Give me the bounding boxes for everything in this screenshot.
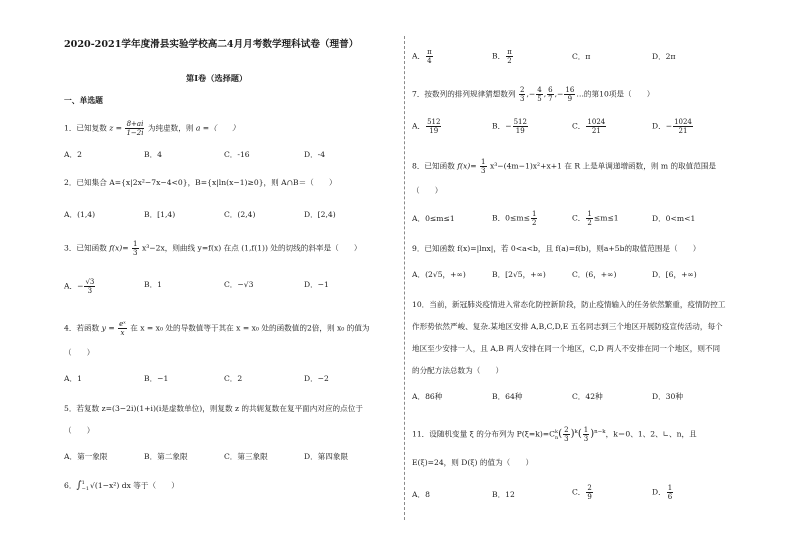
q9-option-d: D．[6，+∞) <box>652 270 697 279</box>
question-2: 2．已知集合 A={x|2x²−7x−4<0}，B={x|ln(x−1)≥0}，则 A∩B＝（ ） <box>64 178 337 187</box>
q4-option-d: D．−2 <box>304 374 329 383</box>
q1-option-b: B．4 <box>144 150 163 159</box>
q3-option-a: A．− $\frac{√3}{3}$ <box>64 278 95 295</box>
q3-option-b: B．1 <box>144 280 163 289</box>
q7-option-b: B．− $\frac{512}{19}$ <box>492 118 527 135</box>
q8-option-c: C． $\frac{1}{2}$ ≤m≤1 <box>572 210 619 227</box>
section-heading: 一、单选题 <box>64 96 103 105</box>
fraction: $\frac{√3}{3}$ <box>85 278 95 295</box>
q6-option-c: C．π <box>572 52 591 61</box>
q11-option-a: A．8 <box>412 490 430 499</box>
q2-option-d: D．[2,4) <box>304 210 336 219</box>
question-10-line-4: 的分配方法总数为（ ） <box>412 366 504 375</box>
left-column <box>54 0 394 560</box>
right-column <box>412 0 752 560</box>
question-4: 4．若函数 y = $\frac{\text{eˣ}}{x}$ 在 x = x₀ 处的导数值等于其在 x = x₀ 处的函数值的2倍，则 x₀ 的值为 <box>64 320 370 337</box>
q3-option-c: C．−√3 <box>224 280 254 289</box>
q4-option-b: B．−1 <box>144 374 169 383</box>
q11-option-d: D． $\frac{1}{6}$ <box>652 484 673 501</box>
q4-answer-paren: （ ） <box>64 348 95 357</box>
q5-option-a: A．第一象限 <box>64 452 108 461</box>
q7-option-d: D．− $\frac{1024}{21}$ <box>652 118 692 135</box>
q9-option-b: B．[2√5，+∞) <box>492 270 546 279</box>
q1-option-d: D．-4 <box>304 150 326 159</box>
question-11-line-2: E(ξ)=24，则 D(ξ) 的值为（ ） <box>412 458 534 467</box>
q2-option-a: A．(1,4) <box>64 210 96 219</box>
column-divider <box>404 36 405 520</box>
q2-option-c: C．(2,4) <box>224 210 256 219</box>
question-9: 9．已知函数 f(x)=|lnx|，若 0<a<b，且 f(a)=f(b)，则a+5b的取值范围是（ ） <box>412 244 701 253</box>
q7-option-a: A． $\frac{512}{19}$ <box>412 118 441 135</box>
q10-option-c: C．42种 <box>572 392 603 401</box>
exam-title: 2020-2021学年度滑县实验学校高二4月月考数学理科试卷（理普） <box>64 39 359 50</box>
fraction: $\frac{1}{3}$ <box>133 240 138 257</box>
fraction: $\frac{8+ai}{1-2i}$ <box>126 120 144 137</box>
q6-option-d: D．2π <box>652 52 676 61</box>
question-5: 5．若复数 z=(3−2i)(1+i)(i是虚数单位)，则复数 z 的共轭复数在复平面内对应的点位于 <box>64 404 363 413</box>
q3-option-d: D．−1 <box>304 280 329 289</box>
q9-option-a: A．(2√5，+∞) <box>412 270 466 279</box>
question-11: 11．设随机变量 ξ 的分布列为 P(ξ=k)=C k n ( $\frac{2}{3}$ )$^k$( $\frac{1}{3}$ )$^{n-k}$，k＝0、1、2、∟、n，且 <box>412 426 697 443</box>
q11-option-b: B．12 <box>492 490 515 499</box>
q8-option-a: A．0≤m≤1 <box>412 214 455 223</box>
question-7: 7．按数列的排列规律猜想数列 $\frac{2}{3}$ ,− $\frac{4}{5}$ , $\frac{6}{7}$ ,− $\frac{16}{9}$ …的第10项是（ ） <box>412 86 655 103</box>
q5-answer-paren: （ ） <box>64 426 95 435</box>
q5-option-d: D．第四象限 <box>304 452 349 461</box>
q1-option-c: C．-16 <box>224 150 250 159</box>
question-10-line-2: 作形势依然严峻、复杂.某地区安排 A,B,C,D,E 五名同志到三个地区开展防疫宣传活动，每个 <box>412 322 723 331</box>
fraction: $\frac{\pi}{2}$ <box>507 48 512 65</box>
part-title: 第I卷（选择题） <box>186 73 248 83</box>
q8-option-b: B．0≤m≤ $\frac{1}{2}$ <box>492 210 537 227</box>
fraction: $\frac{\text{eˣ}}{x}$ <box>119 320 126 337</box>
q9-option-c: C．(6，+∞) <box>572 270 617 279</box>
fraction: $\frac{\pi}{4}$ <box>427 48 432 65</box>
q1-option-a: A．2 <box>64 150 82 159</box>
q2-option-b: B．[1,4) <box>144 210 176 219</box>
q6-option-a: A． $\frac{\pi}{4}$ <box>412 48 432 65</box>
q7-option-c: C． $\frac{1024}{21}$ <box>572 118 606 135</box>
q4-option-c: C．2 <box>224 374 243 383</box>
question-8: 8．已知函数 f(x)= $\frac{1}{3}$ x³−(4m−1)x²+x+1 在 R 上是单调递增函数，则 m 的取值范围是 <box>412 158 717 175</box>
question-10-line-3: 地区至少安排一人，且 A,B 两人安排在同一个地区，C,D 两人不安排在同一个地区，则不同 <box>412 344 721 353</box>
q10-option-a: A．86种 <box>412 392 443 401</box>
q10-option-b: B．64种 <box>492 392 523 401</box>
q6-option-b: B． $\frac{\pi}{2}$ <box>492 48 512 65</box>
q5-option-b: B．第二象限 <box>144 452 188 461</box>
question-1: 1．已知复数 z = $\frac{8+ai}{1-2i}$ 为纯虚数，则 a =（ ） <box>64 120 240 137</box>
q8-option-d: D．0<m<1 <box>652 214 696 223</box>
q5-option-c: C．第三象限 <box>224 452 268 461</box>
q10-option-d: D．30种 <box>652 392 683 401</box>
question-3: 3．已知函数 f(x)= $\frac{1}{3}$ x³−2x，则曲线 y=f(x) 在点 (1,f(1)) 处的切线的斜率是（ ） <box>64 240 362 257</box>
question-6: 6．∫ 1 −1 √(1−x²) dx 等于（ ） <box>64 480 179 492</box>
q8-answer-paren: （ ） <box>412 186 443 195</box>
question-10-line-1: 10．当前，新冠肺炎疫情进入常态化防控新阶段，防止疫情输入的任务依然繁重，疫情防控工 <box>412 300 726 309</box>
q4-option-a: A．1 <box>64 374 82 383</box>
q11-option-c: C． $\frac{2}{9}$ <box>572 484 592 501</box>
